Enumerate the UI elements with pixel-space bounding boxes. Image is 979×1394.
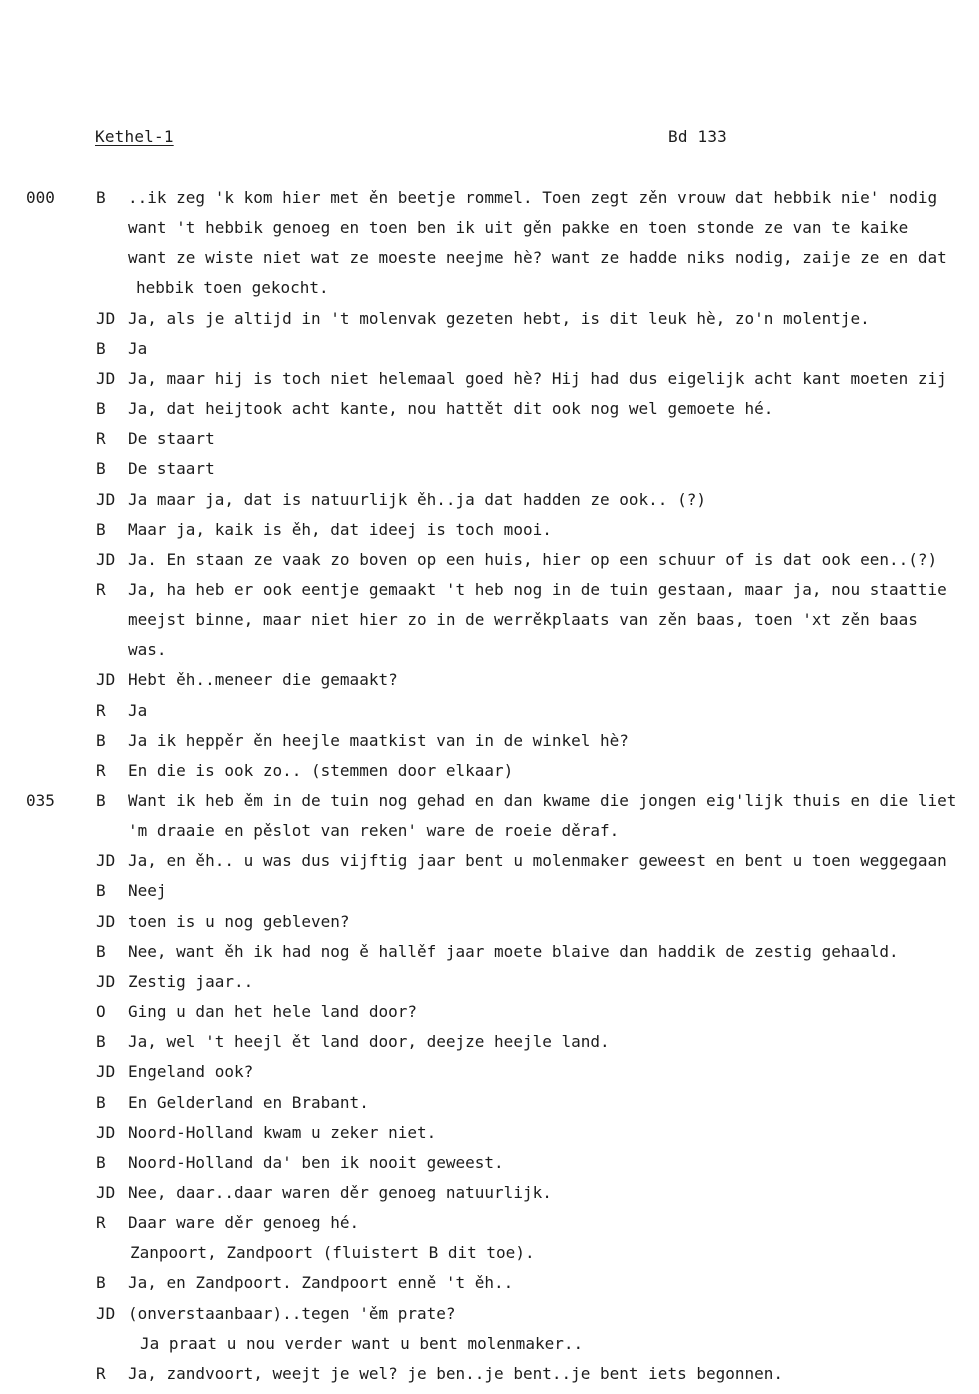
transcript-line — [0, 1000, 979, 1030]
speaker-label: JD — [96, 851, 116, 871]
document-label: Kethel-1 — [95, 127, 174, 146]
speaker-label: B — [96, 1152, 106, 1172]
speaker-label: R — [96, 429, 106, 449]
utterance-text: Nee, want ěh ik had nog ě hallěf jaar moete blaive dan haddik de zestig gehaald. — [128, 941, 899, 961]
utterance-text: (onverstaanbaar)..tegen 'ěm prate? — [128, 1303, 456, 1323]
transcript-line — [0, 759, 979, 789]
transcript-line — [0, 1362, 979, 1392]
utterance-text: De staart — [128, 429, 215, 449]
utterance-text: Ja, ha heb er ook eentje gemaakt 't heb nog in de tuin gestaan, maar ja, nou staattie — [128, 580, 947, 599]
utterance-text: was. — [128, 640, 167, 660]
transcript-line — [0, 608, 979, 638]
transcript-line — [0, 307, 979, 337]
utterance-text: Zestig jaar.. — [128, 971, 254, 991]
speaker-label: B — [96, 791, 106, 810]
speaker-label: B — [96, 730, 106, 750]
transcript-line — [0, 819, 979, 849]
transcript-line — [0, 246, 979, 276]
speaker-label: R — [96, 760, 106, 780]
utterance-text: Noord-Holland da' ben ik nooit geweest. — [128, 1152, 504, 1172]
speaker-label: B — [96, 1092, 106, 1112]
speaker-label: JD — [96, 308, 116, 328]
transcript-line — [0, 1121, 979, 1151]
utterance-text: Neej — [128, 881, 167, 901]
utterance-text: Ja, en ěh.. u was dus vijftig jaar bent u molenmaker geweest en bent u toen weggegaan — [128, 851, 947, 871]
transcript-line — [0, 337, 979, 367]
utterance-text: 'm draaie en pěslot van reken' ware de roeie děraf. — [128, 821, 620, 841]
speaker-label: JD — [96, 911, 116, 931]
utterance-text: Ja praat u nou verder want u bent molenmaker.. — [140, 1333, 584, 1353]
transcript-line — [0, 638, 979, 668]
speaker-label: B — [96, 941, 106, 961]
transcript-line — [0, 367, 979, 397]
transcript-line — [0, 457, 979, 487]
transcript-line — [0, 488, 979, 518]
utterance-text: meejst binne, maar niet hier zo in de werrěkplaats van zěn baas, toen 'xt zěn baas — [128, 610, 918, 630]
utterance-text: En die is ook zo.. (stemmen door elkaar) — [128, 760, 514, 780]
utterance-text: Hebt ěh..meneer die gemaakt? — [128, 670, 398, 690]
speaker-label: B — [96, 1032, 106, 1052]
utterance-text: ..ik zeg 'k kom hier met ěn beetje rommel. Toen zegt zěn vrouw dat hebbik nie' nodig — [128, 188, 938, 207]
utterance-text: Daar ware děr genoeg hé. — [128, 1213, 360, 1233]
utterance-text: En Gelderland en Brabant. — [128, 1092, 369, 1112]
transcript-line — [0, 668, 979, 698]
utterance-text: Engeland ook? — [128, 1062, 254, 1082]
transcript-line — [0, 849, 979, 879]
utterance-text: Ja, als je altijd in 't molenvak gezeten hebt, is dit leuk hè, zo'n molentje. — [128, 308, 870, 328]
utterance-text: Noord-Holland kwam u zeker niet. — [128, 1122, 437, 1142]
speaker-label: B — [96, 881, 106, 901]
utterance-text: Ja — [128, 700, 148, 720]
page-reference: Bd 133 — [668, 127, 727, 146]
utterance-text: Ja, en Zandpoort. Zandpoort enně 't ěh.. — [128, 1273, 514, 1293]
utterance-text: Ja maar ja, dat is natuurlijk ěh..ja dat hadden ze ook.. (?) — [128, 489, 706, 509]
transcript-line — [0, 1211, 979, 1241]
transcript-line — [0, 578, 979, 608]
utterance-text: want ze wiste niet wat ze moeste neejme hè? want ze hadde niks nodig, zaije ze en dat — [128, 248, 947, 268]
utterance-text: Want ik heb ěm in de tuin nog gehad en dan kwame die jongen eig'lijk thuis en die liet — [128, 791, 957, 810]
transcript-line — [0, 879, 979, 909]
transcript-line — [0, 427, 979, 457]
speaker-label: JD — [96, 368, 116, 388]
utterance-text: Ja, wel 't heejl ět land door, deejze heejle land. — [128, 1032, 610, 1052]
speaker-label: JD — [96, 971, 116, 991]
speaker-label: JD — [96, 1182, 116, 1202]
utterance-text: Maar ja, kaik is ěh, dat ideej is toch mooi. — [128, 519, 552, 539]
transcript-line — [0, 1151, 979, 1181]
speaker-label: R — [96, 700, 106, 720]
utterance-text: hebbik toen gekocht. — [136, 278, 329, 298]
utterance-text: Ja, maar hij is toch niet helemaal goed hè? Hij had dus eigelijk acht kant moeten zij — [128, 368, 947, 388]
transcript-line — [0, 186, 979, 216]
speaker-label: R — [96, 580, 106, 599]
speaker-label: B — [96, 399, 106, 418]
speaker-label: JD — [96, 670, 116, 690]
transcript-line — [0, 1302, 979, 1332]
speaker-label: B — [96, 188, 106, 207]
transcript-line — [0, 910, 979, 940]
transcript-line — [0, 970, 979, 1000]
transcript-line — [0, 1030, 979, 1060]
utterance-text: De staart — [128, 459, 215, 479]
speaker-label: R — [96, 1363, 106, 1383]
speaker-label: B — [96, 338, 106, 358]
utterance-text: Ja, dat heijtook acht kante, nou hattět dit ook nog wel gemoete hé. — [128, 399, 774, 418]
speaker-label: B — [96, 1273, 106, 1293]
utterance-text: Ja, zandvoort, weejt je wel? je ben..je bent..je bent iets begonnen. — [128, 1363, 784, 1383]
transcript-line — [0, 518, 979, 548]
transcript-line — [0, 729, 979, 759]
speaker-label: JD — [96, 1122, 116, 1142]
utterance-text: Zanpoort, Zandpoort (fluistert B dit toe). — [130, 1243, 535, 1263]
utterance-text: Ja. En staan ze vaak zo boven op een huis, hier op een schuur of is dat ook een..(?) — [128, 549, 938, 569]
transcript-line — [0, 940, 979, 970]
utterance-text: Ja — [128, 338, 148, 358]
utterance-text: Ging u dan het hele land door? — [128, 1002, 417, 1021]
transcript-line — [0, 397, 979, 427]
utterance-text: Ja ik heppěr ěn heejle maatkist van in de winkel hè? — [128, 730, 629, 750]
utterance-text: want 't hebbik genoeg en toen ben ik uit gěn pakke en toen stonde ze van te kaike — [128, 218, 909, 238]
transcript-line — [0, 1271, 979, 1301]
transcript-line — [0, 216, 979, 246]
speaker-label: JD — [96, 1303, 116, 1323]
transcript-line — [0, 699, 979, 729]
speaker-label: JD — [96, 549, 116, 569]
speaker-label: B — [96, 519, 106, 539]
tape-counter: 035 — [26, 791, 55, 810]
transcript-line — [0, 789, 979, 819]
utterance-text: toen is u nog gebleven? — [128, 911, 350, 931]
transcript-line — [0, 1091, 979, 1121]
tape-counter: 000 — [26, 188, 55, 207]
transcript-line — [0, 1241, 979, 1271]
transcript-line — [0, 548, 979, 578]
transcript-line — [0, 1332, 979, 1362]
speaker-label: R — [96, 1213, 106, 1233]
utterance-text: Nee, daar..daar waren děr genoeg natuurlijk. — [128, 1182, 552, 1202]
transcript-line — [0, 276, 979, 306]
speaker-label: O — [96, 1002, 106, 1021]
speaker-label: JD — [96, 1062, 116, 1082]
transcript-line — [0, 1060, 979, 1090]
speaker-label: B — [96, 459, 106, 479]
transcript-line — [0, 1181, 979, 1211]
speaker-label: JD — [96, 489, 116, 509]
